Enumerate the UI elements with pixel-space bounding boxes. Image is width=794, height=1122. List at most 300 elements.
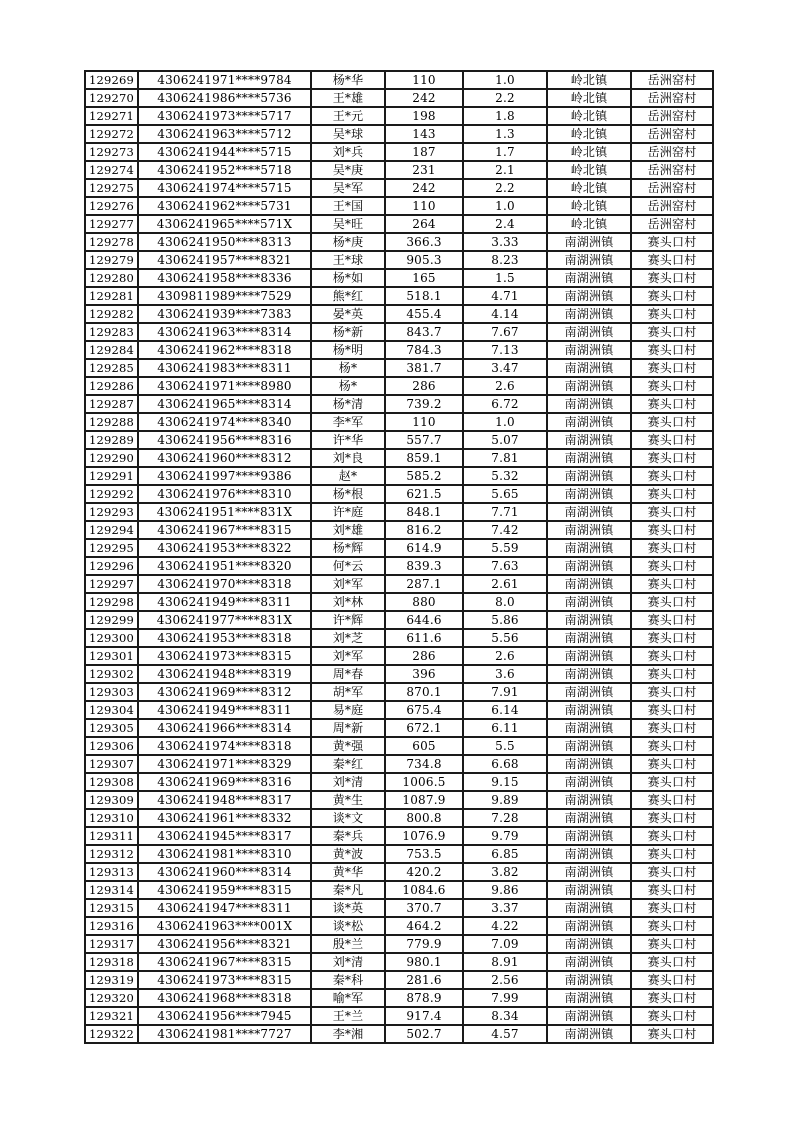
cell-village: 赛头口村 (631, 683, 713, 701)
cell-name: 黄*强 (311, 737, 385, 755)
cell-town: 南湖洲镇 (547, 971, 631, 989)
cell-town: 南湖洲镇 (547, 539, 631, 557)
cell-value-primary: 110 (385, 413, 463, 431)
cell-name: 吴*庚 (311, 161, 385, 179)
cell-id-number: 4306241963****001X (138, 917, 311, 935)
cell-town: 南湖洲镇 (547, 827, 631, 845)
table-row (85, 161, 713, 179)
cell-village: 赛头口村 (631, 845, 713, 863)
cell-value-primary: 286 (385, 647, 463, 665)
table-row (85, 701, 713, 719)
cell-serial-number: 129308 (85, 773, 138, 791)
cell-serial-number: 129309 (85, 791, 138, 809)
cell-town: 南湖洲镇 (547, 575, 631, 593)
cell-id-number: 4306241983****8311 (138, 359, 311, 377)
cell-id-number: 4306241949****8311 (138, 593, 311, 611)
cell-town: 南湖洲镇 (547, 431, 631, 449)
cell-serial-number: 129284 (85, 341, 138, 359)
cell-id-number: 4306241947****8311 (138, 899, 311, 917)
cell-value-primary: 917.4 (385, 1007, 463, 1025)
cell-town: 南湖洲镇 (547, 323, 631, 341)
cell-value-primary: 880 (385, 593, 463, 611)
table-row (85, 863, 713, 881)
table-row (85, 593, 713, 611)
cell-town: 南湖洲镇 (547, 377, 631, 395)
cell-id-number: 4306241971****8329 (138, 755, 311, 773)
cell-id-number: 4306241974****8318 (138, 737, 311, 755)
cell-village: 赛头口村 (631, 611, 713, 629)
cell-name: 李*军 (311, 413, 385, 431)
table-row (85, 305, 713, 323)
cell-name: 何*云 (311, 557, 385, 575)
cell-value-secondary: 2.61 (463, 575, 547, 593)
cell-name: 吴*球 (311, 125, 385, 143)
cell-town: 岭北镇 (547, 143, 631, 161)
cell-serial-number: 129294 (85, 521, 138, 539)
cell-id-number: 4306241973****5717 (138, 107, 311, 125)
cell-id-number: 4306241939****7383 (138, 305, 311, 323)
cell-village: 赛头口村 (631, 485, 713, 503)
cell-id-number: 4306241973****8315 (138, 971, 311, 989)
cell-id-number: 4306241981****7727 (138, 1025, 311, 1043)
cell-name: 王*球 (311, 251, 385, 269)
cell-village: 赛头口村 (631, 647, 713, 665)
cell-village: 赛头口村 (631, 701, 713, 719)
cell-name: 胡*军 (311, 683, 385, 701)
cell-id-number: 4306241977****831X (138, 611, 311, 629)
cell-id-number: 4306241968****8318 (138, 989, 311, 1007)
cell-value-secondary: 2.2 (463, 179, 547, 197)
cell-village: 赛头口村 (631, 377, 713, 395)
cell-serial-number: 129304 (85, 701, 138, 719)
cell-id-number: 4306241971****9784 (138, 71, 311, 89)
table-row (85, 377, 713, 395)
cell-id-number: 4306241966****8314 (138, 719, 311, 737)
cell-serial-number: 129272 (85, 125, 138, 143)
cell-town: 南湖洲镇 (547, 899, 631, 917)
cell-name: 杨* (311, 359, 385, 377)
table-row (85, 629, 713, 647)
cell-serial-number: 129276 (85, 197, 138, 215)
cell-name: 秦*兵 (311, 827, 385, 845)
cell-id-number: 4306241971****8980 (138, 377, 311, 395)
cell-serial-number: 129286 (85, 377, 138, 395)
cell-serial-number: 129273 (85, 143, 138, 161)
cell-serial-number: 129301 (85, 647, 138, 665)
cell-value-secondary: 1.0 (463, 197, 547, 215)
table-row (85, 449, 713, 467)
table-row (85, 233, 713, 251)
cell-value-primary: 110 (385, 71, 463, 89)
cell-value-secondary: 1.0 (463, 413, 547, 431)
cell-value-primary: 816.2 (385, 521, 463, 539)
cell-village: 赛头口村 (631, 863, 713, 881)
cell-id-number: 4306241960****8312 (138, 449, 311, 467)
cell-id-number: 4306241959****8315 (138, 881, 311, 899)
cell-id-number: 4306241956****7945 (138, 1007, 311, 1025)
cell-value-primary: 734.8 (385, 755, 463, 773)
cell-serial-number: 129310 (85, 809, 138, 827)
cell-value-primary: 779.9 (385, 935, 463, 953)
cell-serial-number: 129277 (85, 215, 138, 233)
cell-village: 岳洲窑村 (631, 143, 713, 161)
cell-value-secondary: 3.82 (463, 863, 547, 881)
cell-town: 南湖洲镇 (547, 953, 631, 971)
cell-serial-number: 129292 (85, 485, 138, 503)
cell-value-secondary: 8.34 (463, 1007, 547, 1025)
table-row (85, 251, 713, 269)
cell-value-primary: 381.7 (385, 359, 463, 377)
cell-serial-number: 129278 (85, 233, 138, 251)
cell-town: 南湖洲镇 (547, 269, 631, 287)
cell-value-primary: 264 (385, 215, 463, 233)
cell-village: 赛头口村 (631, 323, 713, 341)
cell-serial-number: 129314 (85, 881, 138, 899)
cell-value-primary: 370.7 (385, 899, 463, 917)
cell-serial-number: 129285 (85, 359, 138, 377)
cell-name: 殷*兰 (311, 935, 385, 953)
cell-value-secondary: 1.0 (463, 71, 547, 89)
cell-village: 赛头口村 (631, 1025, 713, 1043)
cell-value-primary: 242 (385, 179, 463, 197)
cell-village: 赛头口村 (631, 935, 713, 953)
cell-serial-number: 129280 (85, 269, 138, 287)
cell-id-number: 4306241960****8314 (138, 863, 311, 881)
cell-serial-number: 129271 (85, 107, 138, 125)
table-row (85, 89, 713, 107)
cell-value-secondary: 2.2 (463, 89, 547, 107)
table-row (85, 197, 713, 215)
cell-village: 岳洲窑村 (631, 161, 713, 179)
cell-name: 杨*华 (311, 71, 385, 89)
cell-value-primary: 1087.9 (385, 791, 463, 809)
table-row (85, 143, 713, 161)
cell-id-number: 4306241976****8310 (138, 485, 311, 503)
cell-value-primary: 614.9 (385, 539, 463, 557)
cell-id-number: 4306241953****8318 (138, 629, 311, 647)
cell-id-number: 4309811989****7529 (138, 287, 311, 305)
cell-village: 赛头口村 (631, 539, 713, 557)
cell-value-primary: 859.1 (385, 449, 463, 467)
table-row (85, 611, 713, 629)
table-row (85, 215, 713, 233)
cell-value-secondary: 5.5 (463, 737, 547, 755)
cell-town: 南湖洲镇 (547, 755, 631, 773)
cell-value-secondary: 8.23 (463, 251, 547, 269)
table-row (85, 899, 713, 917)
cell-town: 南湖洲镇 (547, 629, 631, 647)
table-row (85, 359, 713, 377)
cell-village: 赛头口村 (631, 431, 713, 449)
cell-village: 赛头口村 (631, 899, 713, 917)
cell-value-secondary: 7.09 (463, 935, 547, 953)
cell-value-primary: 848.1 (385, 503, 463, 521)
table-row (85, 125, 713, 143)
cell-name: 李*湘 (311, 1025, 385, 1043)
cell-value-primary: 502.7 (385, 1025, 463, 1043)
cell-name: 刘*军 (311, 647, 385, 665)
table-row (85, 269, 713, 287)
cell-value-primary: 739.2 (385, 395, 463, 413)
table-row (85, 647, 713, 665)
cell-value-secondary: 3.6 (463, 665, 547, 683)
table-row (85, 683, 713, 701)
cell-town: 岭北镇 (547, 161, 631, 179)
cell-name: 黄*华 (311, 863, 385, 881)
table-row (85, 503, 713, 521)
cell-value-primary: 839.3 (385, 557, 463, 575)
cell-town: 南湖洲镇 (547, 683, 631, 701)
cell-id-number: 4306241970****8318 (138, 575, 311, 593)
cell-value-primary: 644.6 (385, 611, 463, 629)
cell-name: 吴*军 (311, 179, 385, 197)
cell-serial-number: 129321 (85, 1007, 138, 1025)
cell-village: 岳洲窑村 (631, 197, 713, 215)
cell-value-secondary: 2.56 (463, 971, 547, 989)
cell-value-secondary: 7.99 (463, 989, 547, 1007)
cell-town: 南湖洲镇 (547, 341, 631, 359)
cell-value-primary: 110 (385, 197, 463, 215)
table-row (85, 1025, 713, 1043)
cell-serial-number: 129315 (85, 899, 138, 917)
cell-town: 南湖洲镇 (547, 305, 631, 323)
cell-value-secondary: 7.42 (463, 521, 547, 539)
cell-value-primary: 287.1 (385, 575, 463, 593)
cell-village: 赛头口村 (631, 719, 713, 737)
cell-name: 杨*庚 (311, 233, 385, 251)
table-row (85, 737, 713, 755)
cell-town: 南湖洲镇 (547, 665, 631, 683)
cell-value-secondary: 2.6 (463, 647, 547, 665)
cell-town: 南湖洲镇 (547, 647, 631, 665)
cell-name: 周*春 (311, 665, 385, 683)
cell-id-number: 4306241944****5715 (138, 143, 311, 161)
cell-serial-number: 129275 (85, 179, 138, 197)
cell-value-primary: 621.5 (385, 485, 463, 503)
cell-name: 刘*雄 (311, 521, 385, 539)
cell-village: 赛头口村 (631, 413, 713, 431)
cell-town: 南湖洲镇 (547, 287, 631, 305)
cell-serial-number: 129305 (85, 719, 138, 737)
cell-serial-number: 129269 (85, 71, 138, 89)
cell-village: 赛头口村 (631, 305, 713, 323)
cell-id-number: 4306241965****571X (138, 215, 311, 233)
table-row (85, 557, 713, 575)
cell-id-number: 4306241951****8320 (138, 557, 311, 575)
cell-serial-number: 129307 (85, 755, 138, 773)
cell-village: 赛头口村 (631, 467, 713, 485)
cell-town: 岭北镇 (547, 89, 631, 107)
table-row (85, 827, 713, 845)
cell-value-secondary: 4.22 (463, 917, 547, 935)
data-table (84, 70, 714, 1044)
cell-town: 南湖洲镇 (547, 935, 631, 953)
cell-id-number: 4306241956****8321 (138, 935, 311, 953)
cell-town: 南湖洲镇 (547, 863, 631, 881)
cell-value-secondary: 4.57 (463, 1025, 547, 1043)
table-row (85, 431, 713, 449)
cell-village: 赛头口村 (631, 287, 713, 305)
cell-value-secondary: 6.85 (463, 845, 547, 863)
cell-value-secondary: 6.72 (463, 395, 547, 413)
cell-name: 王*雄 (311, 89, 385, 107)
table-row (85, 1007, 713, 1025)
cell-serial-number: 129270 (85, 89, 138, 107)
cell-town: 南湖洲镇 (547, 989, 631, 1007)
cell-serial-number: 129295 (85, 539, 138, 557)
table-row (85, 467, 713, 485)
cell-name: 谈*英 (311, 899, 385, 917)
cell-serial-number: 129313 (85, 863, 138, 881)
cell-id-number: 4306241974****8340 (138, 413, 311, 431)
cell-village: 赛头口村 (631, 575, 713, 593)
cell-village: 赛头口村 (631, 827, 713, 845)
cell-village: 岳洲窑村 (631, 89, 713, 107)
cell-id-number: 4306241958****8336 (138, 269, 311, 287)
cell-value-secondary: 2.1 (463, 161, 547, 179)
cell-village: 赛头口村 (631, 395, 713, 413)
cell-village: 赛头口村 (631, 629, 713, 647)
cell-serial-number: 129317 (85, 935, 138, 953)
table-row (85, 323, 713, 341)
cell-value-secondary: 1.7 (463, 143, 547, 161)
cell-town: 岭北镇 (547, 125, 631, 143)
cell-serial-number: 129296 (85, 557, 138, 575)
cell-id-number: 4306241945****8317 (138, 827, 311, 845)
cell-name: 王*国 (311, 197, 385, 215)
cell-value-primary: 396 (385, 665, 463, 683)
cell-value-secondary: 2.4 (463, 215, 547, 233)
cell-serial-number: 129322 (85, 1025, 138, 1043)
cell-value-secondary: 7.91 (463, 683, 547, 701)
cell-village: 赛头口村 (631, 341, 713, 359)
table-row (85, 179, 713, 197)
cell-value-primary: 198 (385, 107, 463, 125)
cell-name: 杨*新 (311, 323, 385, 341)
cell-value-secondary: 3.47 (463, 359, 547, 377)
table-row (85, 719, 713, 737)
table-row (85, 917, 713, 935)
cell-name: 刘*军 (311, 575, 385, 593)
cell-name: 谈*松 (311, 917, 385, 935)
cell-value-primary: 800.8 (385, 809, 463, 827)
cell-town: 南湖洲镇 (547, 737, 631, 755)
table-row (85, 881, 713, 899)
cell-value-secondary: 9.79 (463, 827, 547, 845)
table-row (85, 575, 713, 593)
cell-village: 赛头口村 (631, 233, 713, 251)
cell-id-number: 4306241986****5736 (138, 89, 311, 107)
table-row (85, 71, 713, 89)
cell-value-secondary: 1.5 (463, 269, 547, 287)
cell-town: 南湖洲镇 (547, 485, 631, 503)
table-row (85, 521, 713, 539)
cell-village: 赛头口村 (631, 503, 713, 521)
cell-name: 刘*清 (311, 773, 385, 791)
cell-village: 赛头口村 (631, 269, 713, 287)
cell-name: 杨*明 (311, 341, 385, 359)
cell-name: 秦*科 (311, 971, 385, 989)
cell-value-primary: 281.6 (385, 971, 463, 989)
cell-town: 南湖洲镇 (547, 917, 631, 935)
cell-name: 杨*辉 (311, 539, 385, 557)
cell-serial-number: 129298 (85, 593, 138, 611)
cell-serial-number: 129291 (85, 467, 138, 485)
cell-id-number: 4306241969****8312 (138, 683, 311, 701)
cell-id-number: 4306241974****5715 (138, 179, 311, 197)
cell-village: 赛头口村 (631, 665, 713, 683)
cell-village: 赛头口村 (631, 737, 713, 755)
cell-village: 岳洲窑村 (631, 125, 713, 143)
cell-town: 岭北镇 (547, 215, 631, 233)
cell-value-secondary: 3.37 (463, 899, 547, 917)
table-body (85, 71, 713, 1043)
table-row (85, 773, 713, 791)
cell-id-number: 4306241963****8314 (138, 323, 311, 341)
table-row (85, 665, 713, 683)
cell-value-primary: 518.1 (385, 287, 463, 305)
cell-id-number: 4306241951****831X (138, 503, 311, 521)
table-row (85, 935, 713, 953)
cell-id-number: 4306241967****8315 (138, 953, 311, 971)
cell-id-number: 4306241969****8316 (138, 773, 311, 791)
cell-name: 谈*文 (311, 809, 385, 827)
cell-name: 刘*兵 (311, 143, 385, 161)
cell-village: 赛头口村 (631, 989, 713, 1007)
cell-serial-number: 129311 (85, 827, 138, 845)
cell-value-primary: 905.3 (385, 251, 463, 269)
cell-value-secondary: 6.11 (463, 719, 547, 737)
cell-serial-number: 129287 (85, 395, 138, 413)
table-row (85, 791, 713, 809)
cell-village: 赛头口村 (631, 809, 713, 827)
cell-village: 赛头口村 (631, 1007, 713, 1025)
cell-value-secondary: 1.8 (463, 107, 547, 125)
table-row (85, 989, 713, 1007)
cell-value-secondary: 5.32 (463, 467, 547, 485)
cell-town: 岭北镇 (547, 71, 631, 89)
cell-value-secondary: 7.67 (463, 323, 547, 341)
cell-id-number: 4306241952****5718 (138, 161, 311, 179)
cell-town: 岭北镇 (547, 179, 631, 197)
cell-name: 赵* (311, 467, 385, 485)
cell-value-primary: 585.2 (385, 467, 463, 485)
cell-serial-number: 129318 (85, 953, 138, 971)
cell-town: 南湖洲镇 (547, 359, 631, 377)
cell-serial-number: 129290 (85, 449, 138, 467)
cell-id-number: 4306241953****8322 (138, 539, 311, 557)
cell-village: 赛头口村 (631, 953, 713, 971)
cell-serial-number: 129300 (85, 629, 138, 647)
cell-village: 赛头口村 (631, 791, 713, 809)
cell-name: 刘*芝 (311, 629, 385, 647)
cell-value-secondary: 4.71 (463, 287, 547, 305)
cell-value-secondary: 5.59 (463, 539, 547, 557)
cell-value-primary: 870.1 (385, 683, 463, 701)
cell-value-primary: 286 (385, 377, 463, 395)
cell-id-number: 4306241965****8314 (138, 395, 311, 413)
table-row (85, 107, 713, 125)
cell-town: 南湖洲镇 (547, 395, 631, 413)
cell-id-number: 4306241948****8319 (138, 665, 311, 683)
cell-name: 杨*根 (311, 485, 385, 503)
cell-town: 南湖洲镇 (547, 809, 631, 827)
cell-town: 岭北镇 (547, 197, 631, 215)
cell-value-secondary: 5.07 (463, 431, 547, 449)
cell-serial-number: 129303 (85, 683, 138, 701)
cell-town: 南湖洲镇 (547, 413, 631, 431)
cell-id-number: 4306241961****8332 (138, 809, 311, 827)
